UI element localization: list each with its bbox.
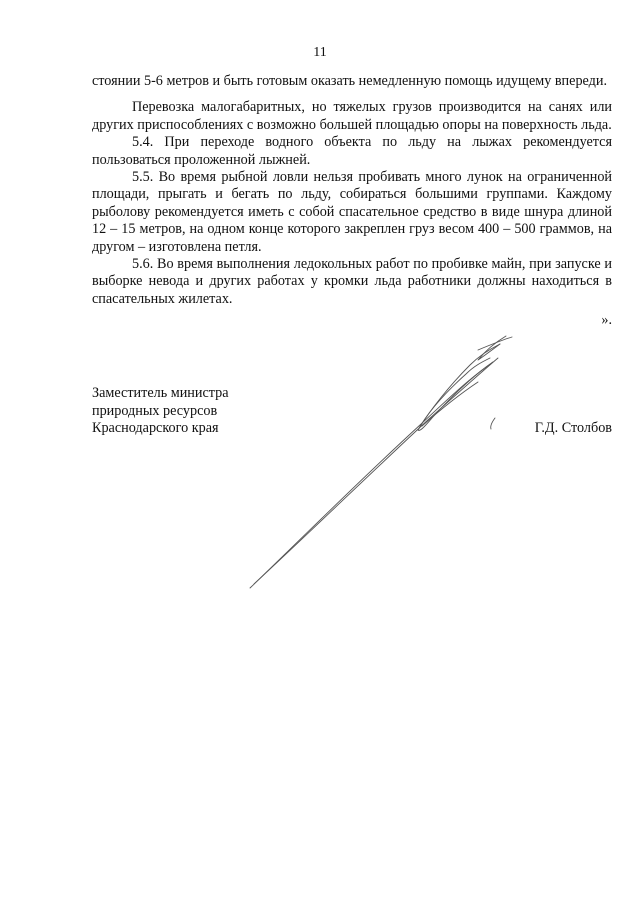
page-number: 11 xyxy=(313,45,327,60)
paragraph-5-5: 5.5. Во время рыбной ловли нельзя пробивать много лунок на ограниченной площади, прыгать и бегать по льду, собираться большими группами. Каждому рыболову рекомендуется иметь с собой спасательное средство в виде шнура длиной 12 – 15 метров, на одном конце которого закреплен груз весом 400 – 500 граммов, на другом – изготовлена петля. xyxy=(92,169,612,255)
position-line-2: природных ресурсов xyxy=(92,402,218,419)
document-body xyxy=(92,73,612,330)
signatory-position xyxy=(92,385,229,438)
signatory-name: Г.Д. Столбов xyxy=(534,420,612,436)
position-line-3: Краснодарского края xyxy=(92,420,219,437)
closing-quote: ». xyxy=(601,312,612,329)
paragraph-cargo-transport: Перевозка малогабаритных, но тяжелых грузов производится на санях или других приспособлениях с возможно большей площадью опоры на поверхность льда. xyxy=(92,99,612,133)
paragraph-5-6: 5.6. Во время выполнения ледокольных работ по пробивке майн, при запуске и выборке невода и других работах у кромки льда работники должны находиться в спасательных жилетах. xyxy=(92,256,612,307)
paragraph-5-4: 5.4. При переходе водного объекта по льду на лыжах рекомендуется пользоваться проложенной лыжней. xyxy=(92,134,612,168)
position-line-1: Заместитель министра xyxy=(92,385,229,401)
paragraph-continuation: стоянии 5-6 метров и быть готовым оказать немедленную помощь идущему впереди. xyxy=(92,73,608,89)
